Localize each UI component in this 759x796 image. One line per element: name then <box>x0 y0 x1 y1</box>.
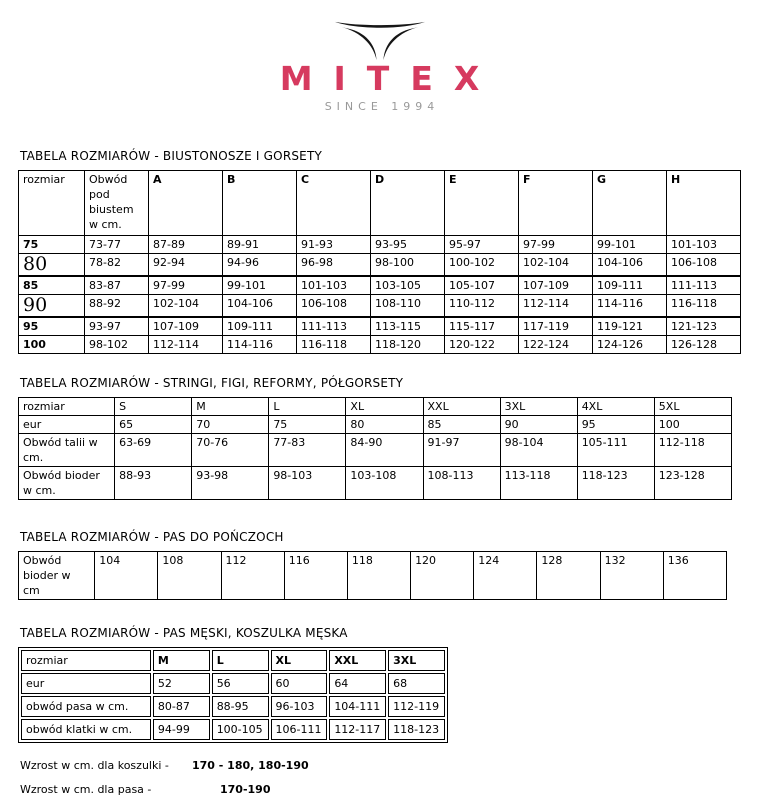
size-table-panties <box>18 397 732 500</box>
value-cell: 108 <box>158 552 221 600</box>
value-cell: 64 <box>329 673 386 694</box>
value-cell: 4XL <box>577 398 654 416</box>
table-body <box>19 398 732 500</box>
value-cell: 94-96 <box>223 254 297 277</box>
value-cell: 107-109 <box>519 276 593 295</box>
value-cell: 102-104 <box>519 254 593 277</box>
col-header: C <box>297 171 371 236</box>
table-body <box>19 236 741 354</box>
value-cell: 116-118 <box>667 295 741 318</box>
row-label-cell: rozmiar <box>21 650 151 671</box>
col-header: A <box>149 171 223 236</box>
value-cell: 98-102 <box>85 336 149 354</box>
value-cell: L <box>269 398 346 416</box>
value-cell: XXL <box>423 398 500 416</box>
footnote-belt-value: 170-190 <box>220 783 271 796</box>
table-row <box>21 696 445 717</box>
row-label-cell: obwód pasa w cm. <box>21 696 151 717</box>
value-cell: 103-105 <box>371 276 445 295</box>
value-cell: 112 <box>221 552 284 600</box>
value-cell: 123-128 <box>654 467 731 500</box>
value-cell: 105-111 <box>577 434 654 467</box>
value-cell: 101-103 <box>297 276 371 295</box>
footnote-shirt-label: Wzrost w cm. dla koszulki - <box>20 759 169 772</box>
table-head <box>19 171 741 236</box>
table-row <box>19 398 732 416</box>
value-cell: 88-92 <box>85 295 149 318</box>
value-cell: 100-105 <box>212 719 269 740</box>
section-garter <box>0 530 759 600</box>
col-header: G <box>593 171 667 236</box>
value-cell: 100-102 <box>445 254 519 277</box>
value-cell: 101-103 <box>667 236 741 254</box>
value-cell: 70-76 <box>192 434 269 467</box>
value-cell: 96-98 <box>297 254 371 277</box>
footnote-belt-label: Wzrost w cm. dla pasa - <box>20 783 152 796</box>
table-row <box>19 295 741 318</box>
value-cell: 117-119 <box>519 317 593 336</box>
value-cell: 118-123 <box>388 719 445 740</box>
value-cell: 107-109 <box>149 317 223 336</box>
value-cell: 109-111 <box>593 276 667 295</box>
footnote-shirt-value: 170 - 180, 180-190 <box>192 759 309 772</box>
value-cell: 122-124 <box>519 336 593 354</box>
value-cell: 3XL <box>500 398 577 416</box>
brand-tagline: SINCE 1994 <box>324 100 440 113</box>
value-cell: 73-77 <box>85 236 149 254</box>
value-cell: 112-114 <box>519 295 593 318</box>
value-cell: 110-112 <box>445 295 519 318</box>
value-cell: 104-106 <box>223 295 297 318</box>
value-cell: 98-104 <box>500 434 577 467</box>
table-row <box>19 552 727 600</box>
section-panties <box>0 376 759 500</box>
size-label-cell: 85 <box>19 276 85 295</box>
value-cell: 118-123 <box>577 467 654 500</box>
value-cell: 70 <box>192 416 269 434</box>
value-cell: 89-91 <box>223 236 297 254</box>
col-header: D <box>371 171 445 236</box>
value-cell: 99-101 <box>593 236 667 254</box>
value-cell: 75 <box>269 416 346 434</box>
row-label-cell: obwód klatki w cm. <box>21 719 151 740</box>
value-cell: 98-103 <box>269 467 346 500</box>
header-row <box>19 171 741 236</box>
value-cell: 109-111 <box>223 317 297 336</box>
table-body <box>19 552 727 600</box>
value-cell: 112-118 <box>654 434 731 467</box>
table-row <box>19 467 732 500</box>
value-cell: 80-87 <box>153 696 210 717</box>
value-cell: 85 <box>423 416 500 434</box>
value-cell: 99-101 <box>223 276 297 295</box>
table-row <box>21 650 445 671</box>
section-mens <box>0 626 759 743</box>
value-cell: 112-114 <box>149 336 223 354</box>
value-cell: 113-115 <box>371 317 445 336</box>
value-cell: 60 <box>271 673 328 694</box>
value-cell: XXL <box>329 650 386 671</box>
row-label-cell: rozmiar <box>19 398 115 416</box>
value-cell: 112-119 <box>388 696 445 717</box>
value-cell: 128 <box>537 552 600 600</box>
value-cell: M <box>153 650 210 671</box>
value-cell: 90 <box>500 416 577 434</box>
table-row <box>19 276 741 295</box>
col-header: rozmiar <box>19 171 85 236</box>
value-cell: 97-99 <box>149 276 223 295</box>
value-cell: 119-121 <box>593 317 667 336</box>
table-row <box>19 317 741 336</box>
col-header: E <box>445 171 519 236</box>
value-cell: 93-98 <box>192 467 269 500</box>
size-label-cell: 80 <box>19 254 85 277</box>
size-label-cell: 75 <box>19 236 85 254</box>
footnote-belt-height <box>20 783 759 796</box>
value-cell: 120-122 <box>445 336 519 354</box>
value-cell: 97-99 <box>519 236 593 254</box>
value-cell: 94-99 <box>153 719 210 740</box>
value-cell: 124 <box>474 552 537 600</box>
value-cell: 84-90 <box>346 434 423 467</box>
value-cell: 52 <box>153 673 210 694</box>
value-cell: XL <box>271 650 328 671</box>
value-cell: 93-97 <box>85 317 149 336</box>
value-cell: 5XL <box>654 398 731 416</box>
value-cell: 56 <box>212 673 269 694</box>
value-cell: 115-117 <box>445 317 519 336</box>
value-cell: 113-118 <box>500 467 577 500</box>
value-cell: 63-69 <box>115 434 192 467</box>
value-cell: 77-83 <box>269 434 346 467</box>
col-header: F <box>519 171 593 236</box>
value-cell: 132 <box>600 552 663 600</box>
brand-text: MITEX <box>279 59 501 98</box>
table-row <box>19 416 732 434</box>
value-cell: 112-117 <box>329 719 386 740</box>
value-cell: 116-118 <box>297 336 371 354</box>
value-cell: 106-111 <box>271 719 328 740</box>
mitex-logo <box>0 0 759 113</box>
value-cell: 108-110 <box>371 295 445 318</box>
value-cell: 88-93 <box>115 467 192 500</box>
value-cell: 118-120 <box>371 336 445 354</box>
footnote-shirt-height <box>20 759 759 772</box>
section-title-panties: TABELA ROZMIARÓW - STRINGI, FIGI, REFORMY, PÓŁGORSETY <box>20 376 404 390</box>
value-cell: M <box>192 398 269 416</box>
size-label-cell: 95 <box>19 317 85 336</box>
value-cell: 95 <box>577 416 654 434</box>
value-cell: 114-116 <box>593 295 667 318</box>
value-cell: 121-123 <box>667 317 741 336</box>
value-cell: 126-128 <box>667 336 741 354</box>
value-cell: 118 <box>347 552 410 600</box>
value-cell: 120 <box>411 552 474 600</box>
table-row <box>21 673 445 694</box>
table-row <box>19 254 741 277</box>
value-cell: 98-100 <box>371 254 445 277</box>
size-table-mens <box>18 647 448 743</box>
row-label-cell: Obwód talii w cm. <box>19 434 115 467</box>
value-cell: 91-93 <box>297 236 371 254</box>
section-title-garter: TABELA ROZMIARÓW - PAS DO POŃCZOCH <box>20 530 284 544</box>
value-cell: S <box>115 398 192 416</box>
value-cell: 3XL <box>388 650 445 671</box>
value-cell: L <box>212 650 269 671</box>
value-cell: 114-116 <box>223 336 297 354</box>
value-cell: 124-126 <box>593 336 667 354</box>
value-cell: 93-95 <box>371 236 445 254</box>
row-label-cell: Obwód bioder w cm. <box>19 467 115 500</box>
section-bras <box>0 149 759 354</box>
size-table-garter <box>18 551 727 600</box>
value-cell: XL <box>346 398 423 416</box>
logo-swoosh-icon <box>320 8 440 60</box>
col-header: Obwód pod biustem w cm. <box>85 171 149 236</box>
value-cell: 80 <box>346 416 423 434</box>
col-header: H <box>667 171 741 236</box>
section-title-mens: TABELA ROZMIARÓW - PAS MĘSKI, KOSZULKA MĘSKA <box>20 626 348 640</box>
table-row <box>19 336 741 354</box>
value-cell: 91-97 <box>423 434 500 467</box>
row-label-cell: Obwód bioder w cm <box>19 552 95 600</box>
value-cell: 78-82 <box>85 254 149 277</box>
value-cell: 95-97 <box>445 236 519 254</box>
value-cell: 136 <box>663 552 726 600</box>
value-cell: 87-89 <box>149 236 223 254</box>
value-cell: 104-111 <box>329 696 386 717</box>
value-cell: 88-95 <box>212 696 269 717</box>
value-cell: 68 <box>388 673 445 694</box>
value-cell: 83-87 <box>85 276 149 295</box>
value-cell: 92-94 <box>149 254 223 277</box>
value-cell: 105-107 <box>445 276 519 295</box>
table-row <box>19 236 741 254</box>
value-cell: 100 <box>654 416 731 434</box>
value-cell: 106-108 <box>297 295 371 318</box>
row-label-cell: eur <box>21 673 151 694</box>
value-cell: 102-104 <box>149 295 223 318</box>
value-cell: 106-108 <box>667 254 741 277</box>
value-cell: 104-106 <box>593 254 667 277</box>
section-title-bras: TABELA ROZMIARÓW - BIUSTONOSZE I GORSETY <box>20 149 323 163</box>
col-header: B <box>223 171 297 236</box>
value-cell: 96-103 <box>271 696 328 717</box>
value-cell: 65 <box>115 416 192 434</box>
size-table-bras <box>18 170 741 354</box>
table-row <box>21 719 445 740</box>
table-body <box>21 650 445 740</box>
table-row <box>19 434 732 467</box>
size-label-cell: 100 <box>19 336 85 354</box>
value-cell: 111-113 <box>297 317 371 336</box>
value-cell: 116 <box>284 552 347 600</box>
value-cell: 111-113 <box>667 276 741 295</box>
value-cell: 108-113 <box>423 467 500 500</box>
value-cell: 103-108 <box>346 467 423 500</box>
size-label-cell: 90 <box>19 295 85 318</box>
value-cell: 104 <box>95 552 158 600</box>
row-label-cell: eur <box>19 416 115 434</box>
